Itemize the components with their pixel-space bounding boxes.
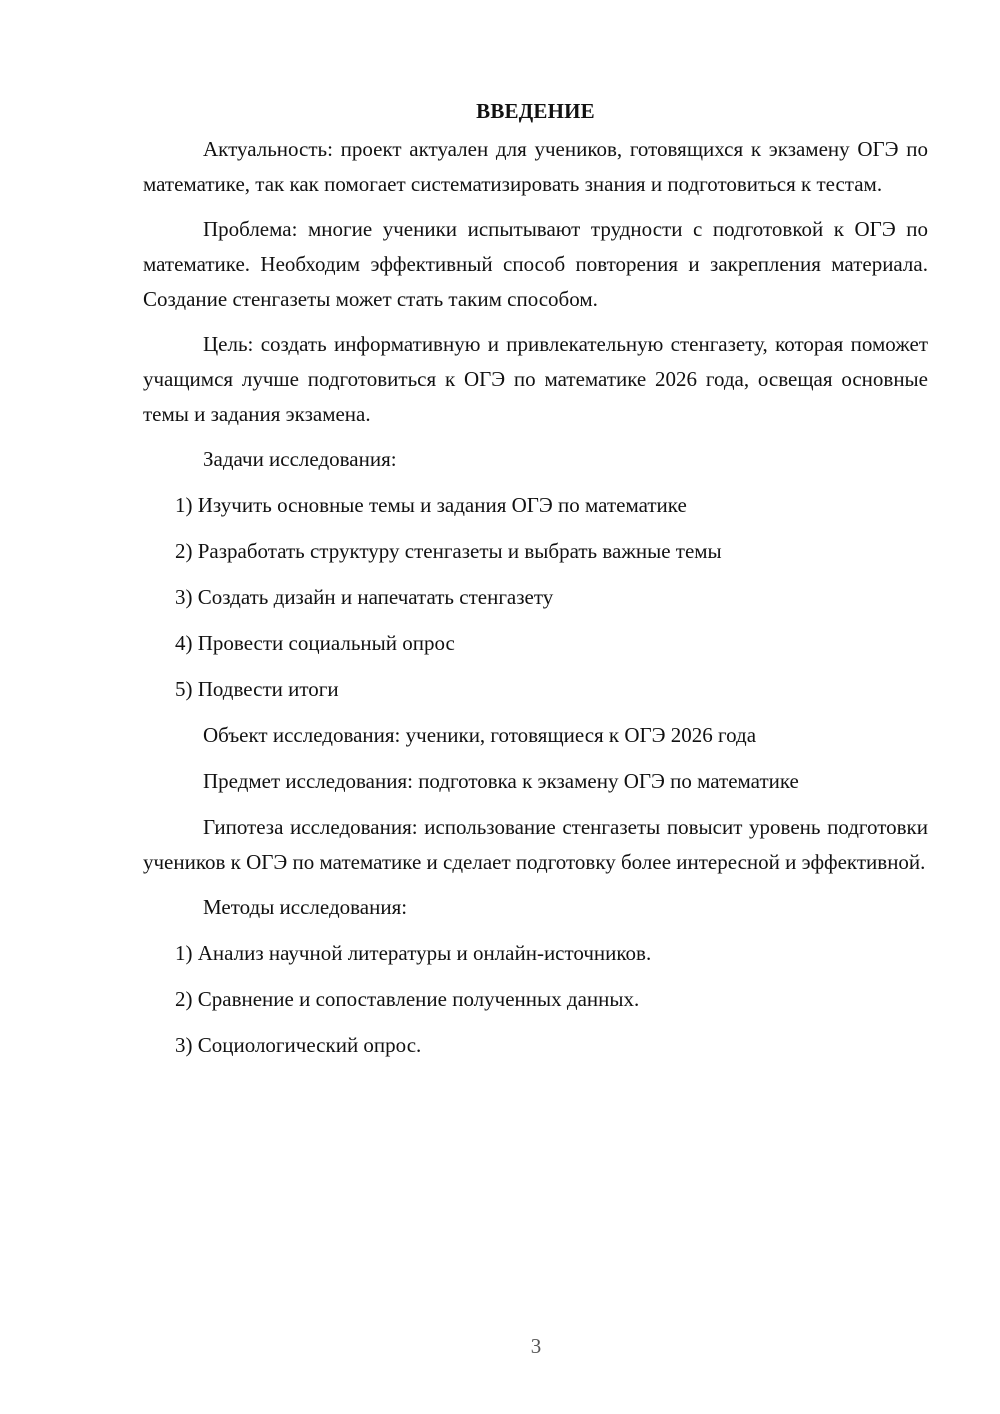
task-item: 4) Провести социальный опрос: [175, 631, 455, 655]
object-paragraph: Объект исследования: ученики, готовящиеся к ОГЭ 2026 года: [203, 723, 757, 747]
problem-paragraph: Проблема: многие ученики испытывают трудности с подготовкой к ОГЭ по математике. Необходим эффективный способ повторения и закрепления материала. Создание стенгазеты может стать таким способом.: [143, 217, 928, 311]
page-number: 3: [530, 1334, 542, 1358]
task-item: 3) Создать дизайн и напечатать стенгазету: [175, 585, 554, 609]
hypothesis-paragraph: Гипотеза исследования: использование стенгазеты повысит уровень подготовки учеников к ОГЭ по математике и сделает подготовку более интересной и эффективной.: [143, 815, 928, 874]
method-item: 3) Социологический опрос.: [175, 1033, 422, 1057]
page-body: [143, 94, 928, 1074]
method-item: 1) Анализ научной литературы и онлайн-источников.: [175, 941, 652, 965]
task-item: 2) Разработать структуру стенгазеты и выбрать важные темы: [175, 539, 722, 563]
relevance-paragraph: Актуальность: проект актуален для учеников, готовящихся к экзамену ОГЭ по математике, так как помогает систематизировать знания и подготовиться к тестам.: [143, 137, 928, 196]
method-item: 2) Сравнение и сопоставление полученных данных.: [175, 987, 640, 1011]
page-title: ВВЕДЕНИЕ: [476, 99, 595, 123]
methods-heading: Методы исследования:: [203, 895, 408, 919]
subject-paragraph: Предмет исследования: подготовка к экзамену ОГЭ по математике: [203, 769, 799, 793]
goal-paragraph: Цель: создать информативную и привлекательную стенгазету, которая поможет учащимся лучше подготовиться к ОГЭ по математике 2026 года, освещая основные темы и задания экзамена.: [143, 332, 928, 426]
tasks-heading: Задачи исследования:: [203, 447, 397, 471]
task-item: 5) Подвести итоги: [175, 677, 339, 701]
task-item: 1) Изучить основные темы и задания ОГЭ по математике: [175, 493, 687, 517]
